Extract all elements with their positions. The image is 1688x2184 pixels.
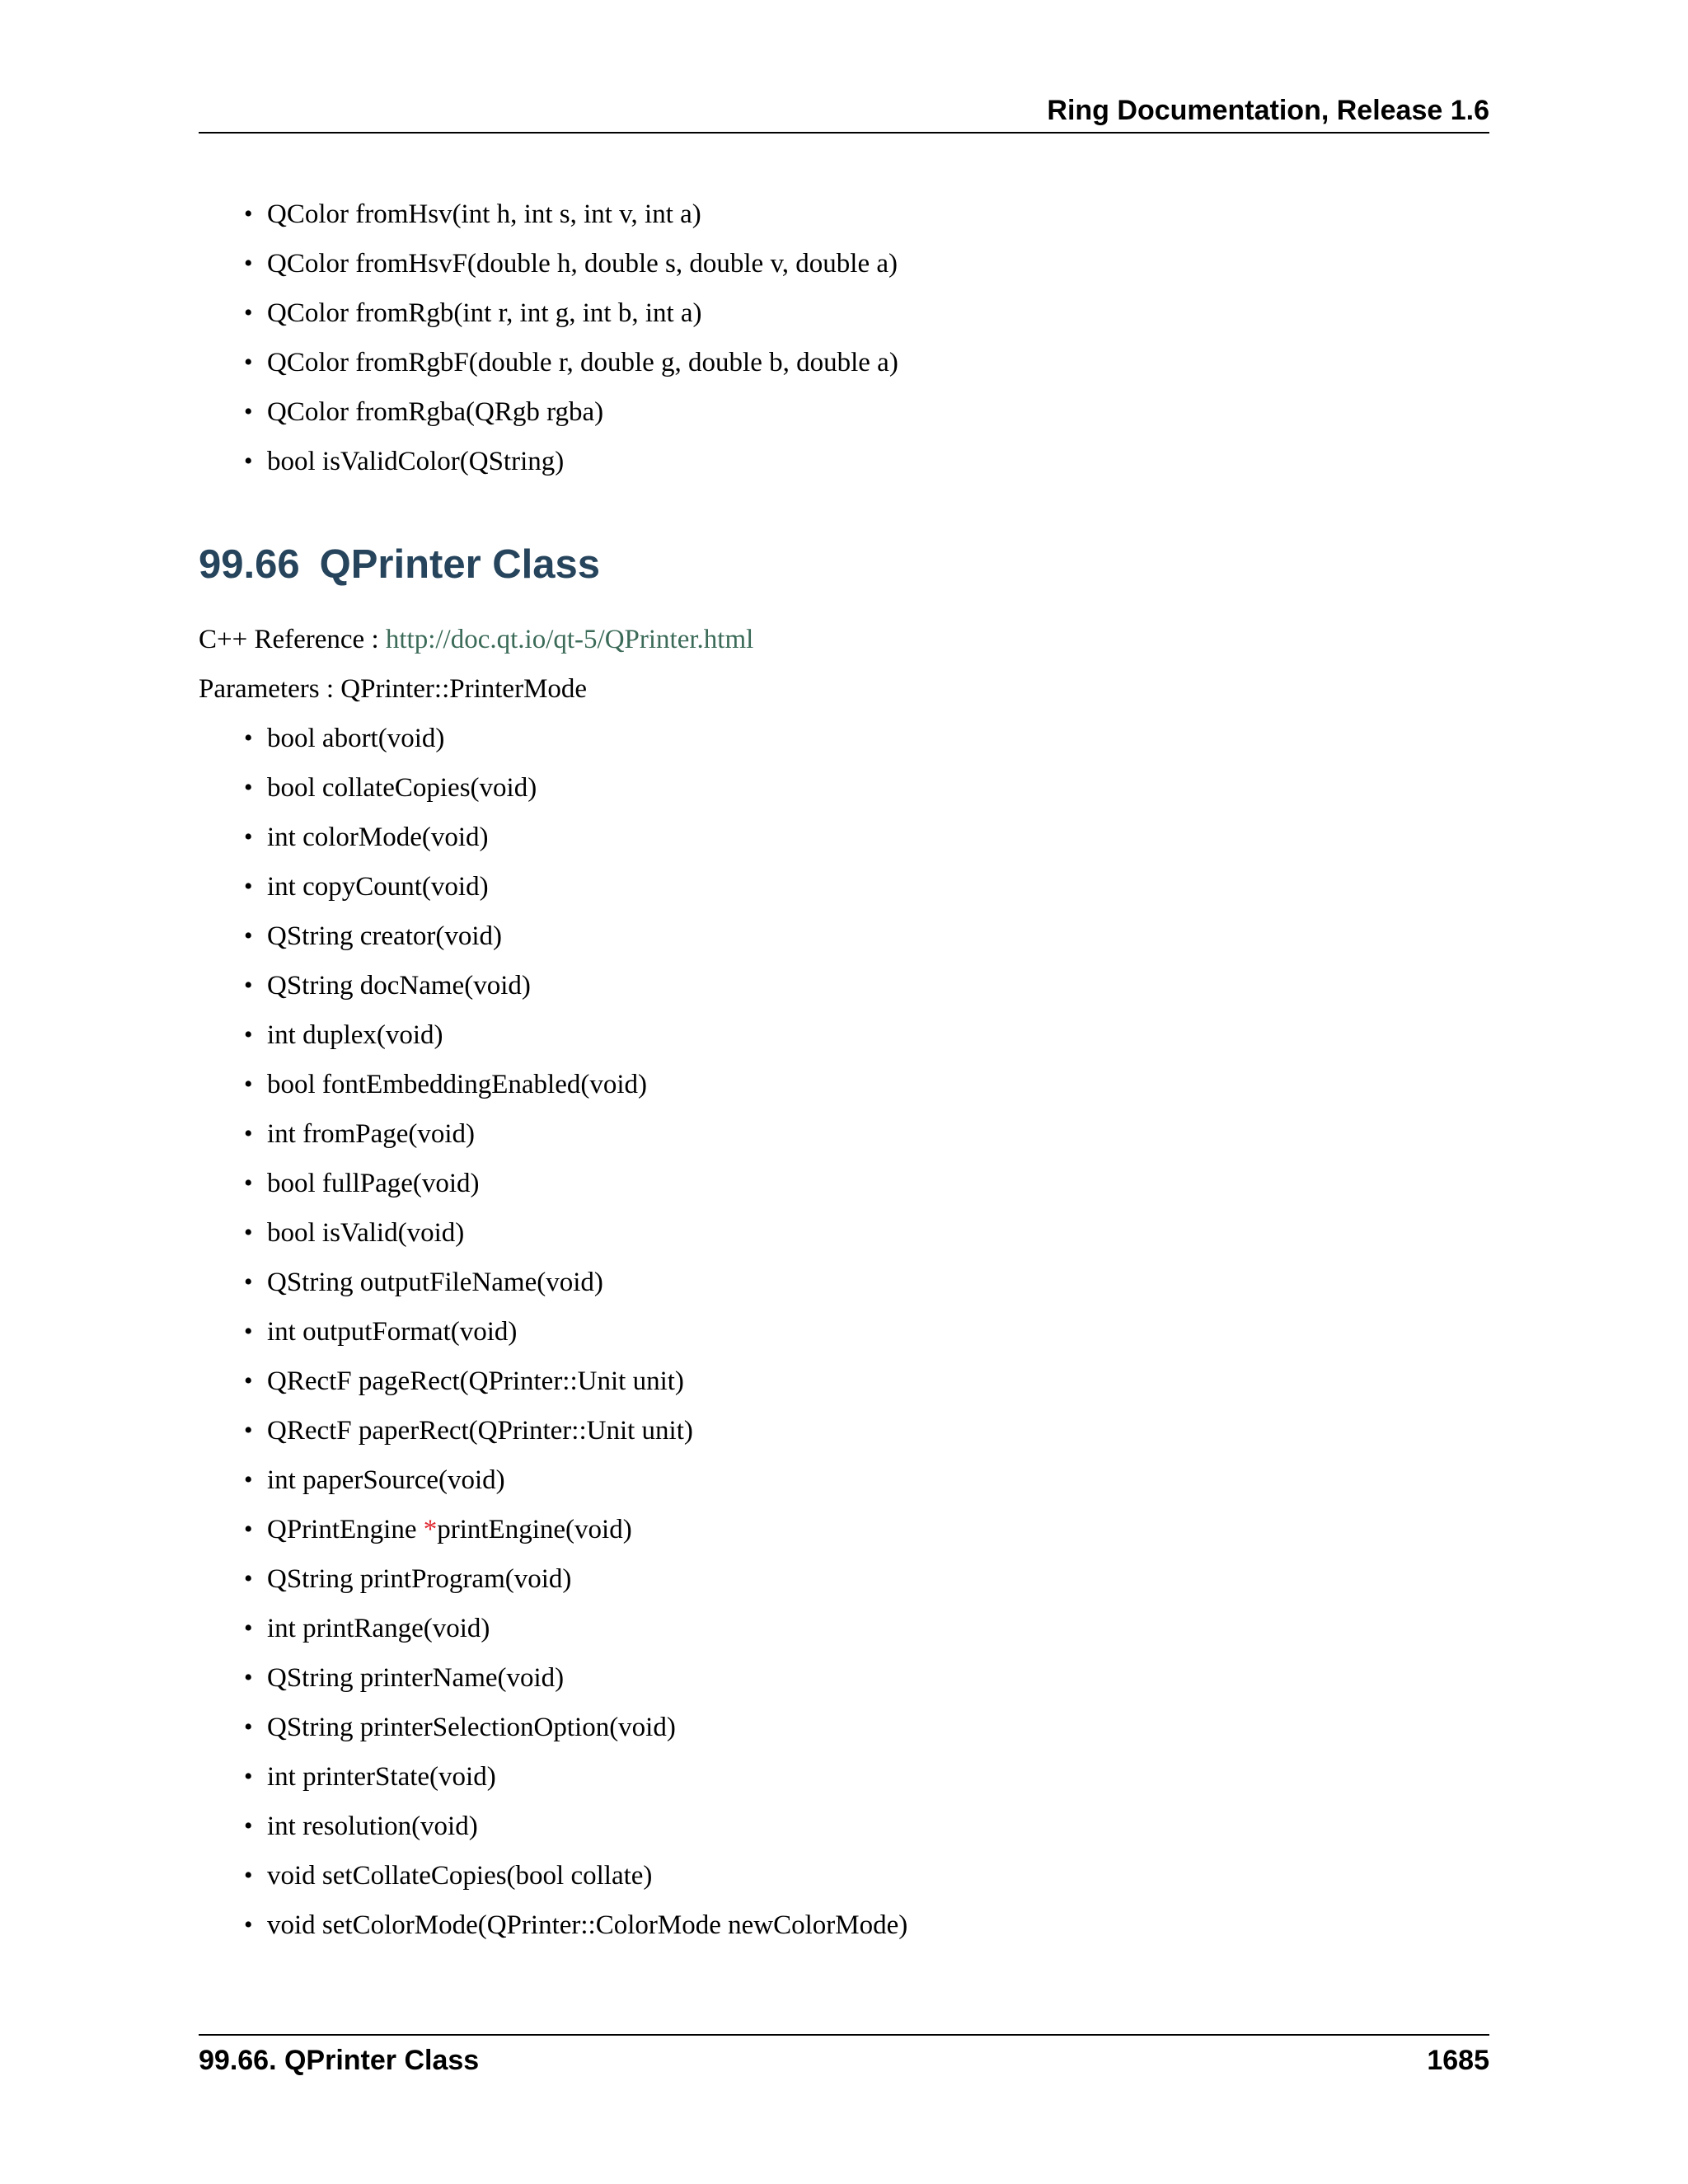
bullet-icon: • <box>244 1268 253 1296</box>
list-item: • bool fullPage(void) <box>199 1159 1489 1208</box>
section-heading <box>199 536 1489 593</box>
reference-label: C++ Reference : <box>199 625 386 654</box>
list-item: • bool isValidColor(QString) <box>199 437 1489 486</box>
list-item: • int resolution(void) <box>199 1802 1489 1851</box>
list-item: • int outputFormat(void) <box>199 1307 1489 1357</box>
footer-section-label: 99.66. QPrinter Class <box>199 2045 480 2076</box>
bullet-icon: • <box>244 972 253 999</box>
section-title: QPrinter Class <box>319 542 601 587</box>
bullet-icon: • <box>244 1911 253 1938</box>
page-footer <box>199 2034 1489 2085</box>
bullet-icon: • <box>244 724 253 752</box>
bullet-icon: • <box>244 1071 253 1098</box>
page-content <box>199 190 1489 1950</box>
bullet-icon: • <box>244 1615 253 1642</box>
page-header <box>199 92 1489 134</box>
list-item: • QString printerSelectionOption(void) <box>199 1703 1489 1752</box>
list-item: • QColor fromHsv(int h, int s, int v, int a) <box>199 190 1489 239</box>
list-item: • QString printerName(void) <box>199 1653 1489 1703</box>
list-item: • QRectF paperRect(QPrinter::Unit unit) <box>199 1406 1489 1455</box>
document-title: Ring Documentation, Release 1.6 <box>1047 95 1489 126</box>
section-number: 99.66 <box>199 542 300 587</box>
list-item-print-engine: • QPrintEngine *printEngine(void) <box>199 1505 1489 1554</box>
list-item: • QString creator(void) <box>199 912 1489 961</box>
bullet-icon: • <box>244 1367 253 1394</box>
bullet-icon: • <box>244 1318 253 1345</box>
list-item: • int copyCount(void) <box>199 862 1489 912</box>
reference-link[interactable]: http://doc.qt.io/qt-5/QPrinter.html <box>385 625 754 654</box>
bullet-icon: • <box>244 1713 253 1741</box>
list-item: • int printRange(void) <box>199 1604 1489 1653</box>
list-item: • bool abort(void) <box>199 714 1489 763</box>
list-item: • QColor fromRgba(QRgb rgba) <box>199 387 1489 437</box>
list-item: • bool isValid(void) <box>199 1208 1489 1258</box>
list-item: • QColor fromHsvF(double h, double s, double v, double a) <box>199 239 1489 288</box>
bullet-icon: • <box>244 1417 253 1444</box>
list-item: • QString docName(void) <box>199 961 1489 1010</box>
bullet-icon: • <box>244 200 253 227</box>
qcolor-method-list <box>199 190 1489 486</box>
list-item: • QColor fromRgbF(double r, double g, double b, double a) <box>199 338 1489 387</box>
qprinter-method-list <box>199 714 1489 1950</box>
bullet-icon: • <box>244 1219 253 1246</box>
bullet-icon: • <box>244 1466 253 1493</box>
parameters-line: Parameters : QPrinter::PrinterMode <box>199 674 588 704</box>
list-item: • int colorMode(void) <box>199 813 1489 862</box>
list-item: • QRectF pageRect(QPrinter::Unit unit) <box>199 1357 1489 1406</box>
bullet-icon: • <box>244 1812 253 1840</box>
bullet-icon: • <box>244 349 253 376</box>
bullet-icon: • <box>244 1664 253 1691</box>
list-item: • int fromPage(void) <box>199 1109 1489 1159</box>
bullet-icon: • <box>244 774 253 801</box>
bullet-icon: • <box>244 1169 253 1197</box>
bullet-icon: • <box>244 250 253 277</box>
asterisk-marker: * <box>423 1515 438 1544</box>
bullet-icon: • <box>244 823 253 851</box>
list-item: • QString printProgram(void) <box>199 1554 1489 1604</box>
list-item: • int printerState(void) <box>199 1752 1489 1802</box>
page-number: 1685 <box>1427 2045 1489 2076</box>
list-item: • QColor fromRgb(int r, int g, int b, int a) <box>199 288 1489 338</box>
list-item: • QString outputFileName(void) <box>199 1258 1489 1307</box>
bullet-icon: • <box>244 299 253 326</box>
bullet-icon: • <box>244 1565 253 1592</box>
bullet-icon: • <box>244 448 253 475</box>
list-item: • void setColorMode(QPrinter::ColorMode newColorMode) <box>199 1900 1489 1950</box>
list-item: • bool fontEmbeddingEnabled(void) <box>199 1060 1489 1109</box>
cpp-reference <box>199 615 1489 664</box>
bullet-icon: • <box>244 873 253 900</box>
list-item: • int duplex(void) <box>199 1010 1489 1060</box>
list-item: • bool collateCopies(void) <box>199 763 1489 813</box>
list-item: • void setCollateCopies(bool collate) <box>199 1851 1489 1900</box>
bullet-icon: • <box>244 922 253 949</box>
bullet-icon: • <box>244 1120 253 1147</box>
bullet-icon: • <box>244 1763 253 1790</box>
bullet-icon: • <box>244 398 253 425</box>
bullet-icon: • <box>244 1516 253 1543</box>
bullet-icon: • <box>244 1862 253 1889</box>
bullet-icon: • <box>244 1021 253 1048</box>
list-item: • int paperSource(void) <box>199 1455 1489 1505</box>
